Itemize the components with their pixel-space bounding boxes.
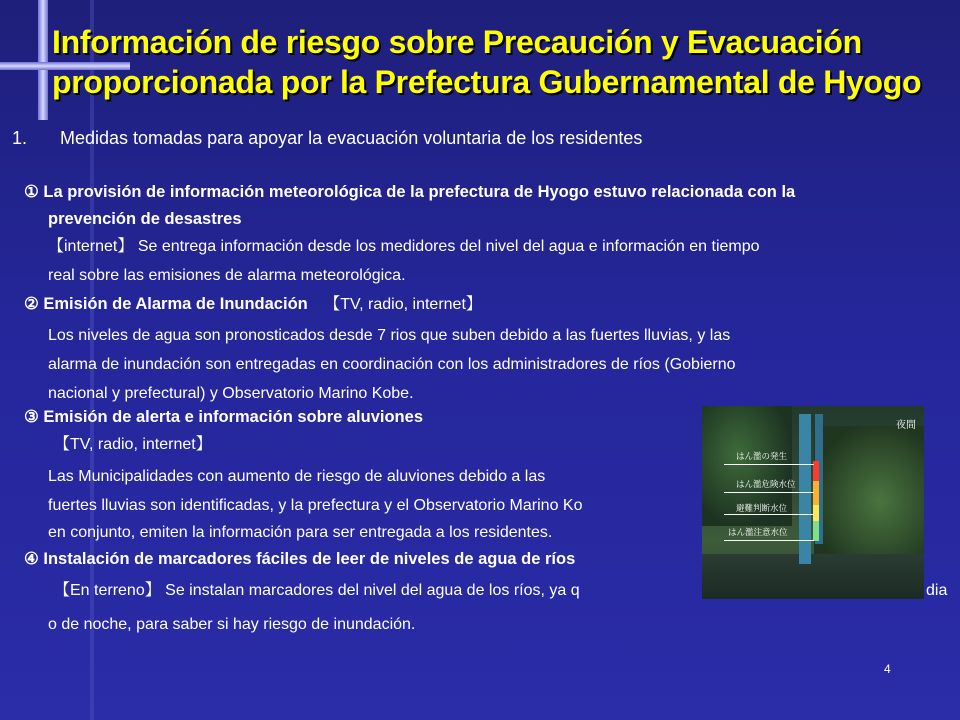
level-label-flood-danger: はん濫危険水位 <box>736 480 796 490</box>
water-level-marker-photo <box>702 406 924 599</box>
level-tick <box>724 514 814 515</box>
photo-night-label: 夜間 <box>896 420 916 431</box>
subheading-text: Medidas tomadas para apoyar la evacuación voluntaria de los residentes <box>60 128 643 148</box>
item-3-text-line2: fuertes lluvias son identificadas, y la prefectura y el Observatorio Marino Ko <box>48 497 583 514</box>
item-2-text-line2: alarma de inundación son entregadas en coordinación con los administradores de ríos (Gobierno <box>48 356 736 373</box>
item-3-text-line3: en conjunto, emiten la información para ser entregada a los residentes. <box>48 524 553 541</box>
page-number: 4 <box>884 662 891 676</box>
level-tick <box>724 464 814 465</box>
item-4-text-line2: o de noche, para saber si hay riesgo de inundación. <box>48 616 416 633</box>
item-1-text-line2: real sobre las emisiones de alarma meteorológica. <box>48 267 406 284</box>
decorative-cross-vertical <box>38 0 48 120</box>
item-3-text-line1: Las Municipalidades con aumento de riesgo de aluviones debido a las <box>48 468 546 485</box>
item-1-text-line1: 【internet】 Se entrega información desde los medidores del nivel del agua e información en tiempo <box>48 238 760 255</box>
item-2-text-line3: nacional y prefectural) y Observatorio Marino Kobe. <box>48 385 414 402</box>
level-tick <box>724 540 814 541</box>
item-3-media: 【TV, radio, internet】 <box>54 436 212 453</box>
level-tick <box>724 492 814 493</box>
level-label-flood-occurrence: はん濫の発生 <box>736 452 788 462</box>
item-1-heading-line2: prevención de desastres <box>48 210 242 228</box>
item-4-heading: ④ Instalación de marcadores fáciles de leer de niveles de agua de ríos <box>24 550 576 568</box>
photo-river <box>702 554 924 599</box>
item-1-heading-line1: ① La provisión de información meteorológica de la prefectura de Hyogo estuvo relacionada con la <box>24 183 796 201</box>
item-2-heading-text: ② Emisión de Alarma de Inundación <box>24 295 308 313</box>
level-label-flood-caution: はん濫注意水位 <box>728 528 788 538</box>
item-2-text-line1: Los niveles de agua son pronosticados desde 7 rios que suben debido a las fuertes lluvias, y las <box>48 327 731 344</box>
subheading-number: 1. <box>12 128 28 148</box>
title-line-2: proporcionada por la Prefectura Gubernamental de Hyogo <box>52 64 922 100</box>
item-2-heading <box>24 292 482 317</box>
item-4-text-line1-end: dia <box>926 582 948 599</box>
slide-title <box>52 22 952 102</box>
title-line-1: Información de riesgo sobre Precaución y Evacuación <box>52 24 862 60</box>
item-3-heading: ③ Emisión de alerta e información sobre aluviones <box>24 408 423 426</box>
level-label-evacuation: 避難判断水位 <box>736 504 788 514</box>
marker-pole <box>799 414 811 564</box>
water-level-color-bar <box>813 461 819 541</box>
item-4-text-line1: 【En terreno】 Se instalan marcadores del nivel del agua de los ríos, ya q <box>54 582 580 599</box>
section-subheading <box>12 128 642 149</box>
item-2-media: 【TV, radio, internet】 <box>324 296 482 313</box>
